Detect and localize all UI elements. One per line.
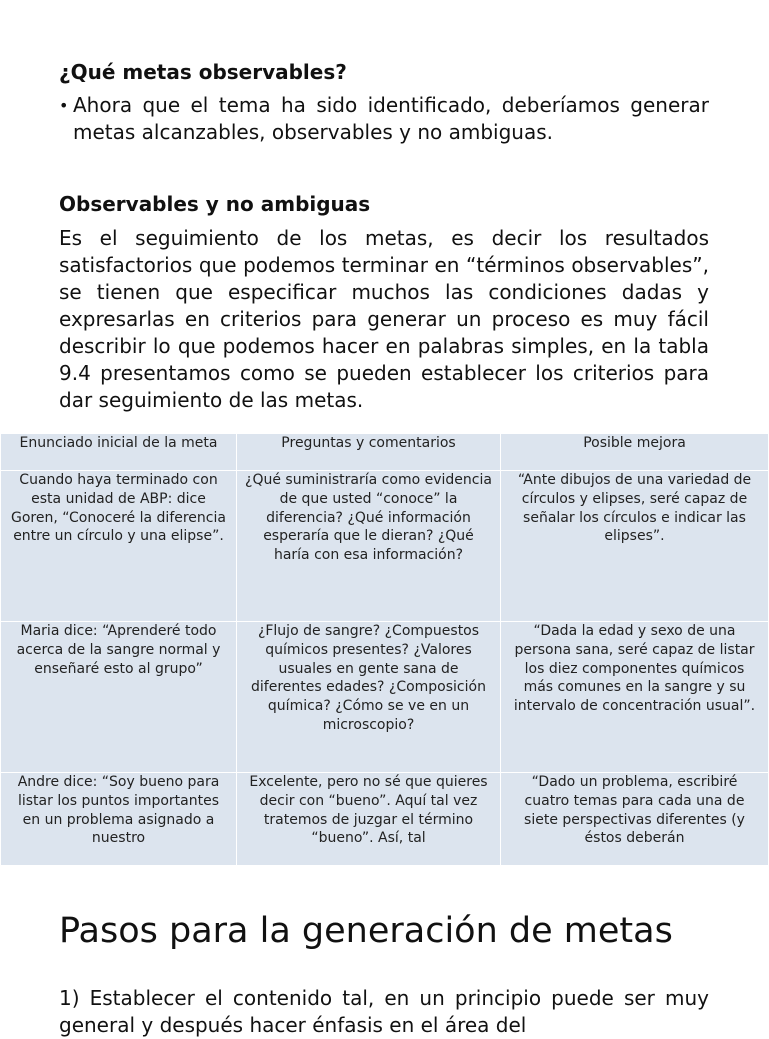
body-paragraph: Es el seguimiento de los metas, es decir los resultados satisfactorios que podemos terminar en “términos observables”, se tienen que especificar muchos las condiciones dadas y expresarlas en criterios para generar un proceso es muy fácil describir lo que podemos hacer en palabras simples, en la tabla 9.4 presentamos como se pueden establecer los criterios para dar seguimiento de las metas. — [59, 226, 709, 412]
bullet-dot-icon: • — [59, 96, 69, 115]
table-cell-improvement: “Dada la edad y sexo de una persona sana, seré capaz de listar los diez componentes químicos más comunes en la sangre y su intervalo de concentración usual”. — [501, 622, 769, 773]
table-row — [1, 471, 769, 622]
table-header-initial-goal: Enunciado inicial de la meta — [1, 434, 237, 471]
table-cell-questions: ¿Flujo de sangre? ¿Compuestos químicos presentes? ¿Valores usuales en gente sana de diferentes edades? ¿Composición química? ¿Cómo se ve en un microscopio? — [237, 622, 501, 773]
paragraph-clip — [0, 0, 768, 433]
table-cell-questions: Excelente, pero no sé que quieres decir con “bueno”. Aquí tal vez tratemos de juzgar el término “bueno”. Así, tal — [237, 773, 501, 866]
heading-observable-goals: ¿Qué metas observables? — [59, 60, 347, 84]
table-cell-questions: ¿Qué suministraría como evidencia de que usted “conoce” la diferencia? ¿Qué información esperaría que le dieran? ¿Qué haría con esa información? — [237, 471, 501, 622]
goals-table — [0, 433, 768, 865]
table-cell-improvement: “Ante dibujos de una variedad de círculos y elipses, seré capaz de señalar los círculos e indicar las elipses”. — [501, 471, 769, 622]
table-row — [1, 622, 769, 773]
table-row — [1, 773, 769, 866]
step-1-text: 1) Establecer el contenido tal, en un principio puede ser muy general y después hacer énfasis en el área del — [59, 986, 709, 1037]
table-cell-initial-goal: Cuando haya terminado con esta unidad de ABP: dice Goren, “Conoceré la diferencia entre un círculo y una elipse”. — [1, 471, 237, 622]
heading-observable-unambiguous: Observables y no ambiguas — [59, 192, 371, 216]
bullet-text: Ahora que el tema ha sido identificado, deberíamos generar metas alcanzables, observables y no ambiguas. — [73, 93, 709, 144]
table-header-improvement: Posible mejora — [501, 434, 769, 471]
heading-goal-generation-steps: Pasos para la generación de metas — [59, 911, 673, 951]
table-cell-initial-goal: Andre dice: “Soy bueno para listar los puntos importantes en un problema asignado a nuestro — [1, 773, 237, 866]
table-cell-initial-goal: Maria dice: “Aprenderé todo acerca de la sangre normal y enseñaré esto al grupo” — [1, 622, 237, 773]
table-cell-improvement: “Dado un problema, escribiré cuatro temas para cada una de siete perspectivas diferentes (y éstos deberán — [501, 773, 769, 866]
table-header-questions: Preguntas y comentarios — [237, 434, 501, 471]
